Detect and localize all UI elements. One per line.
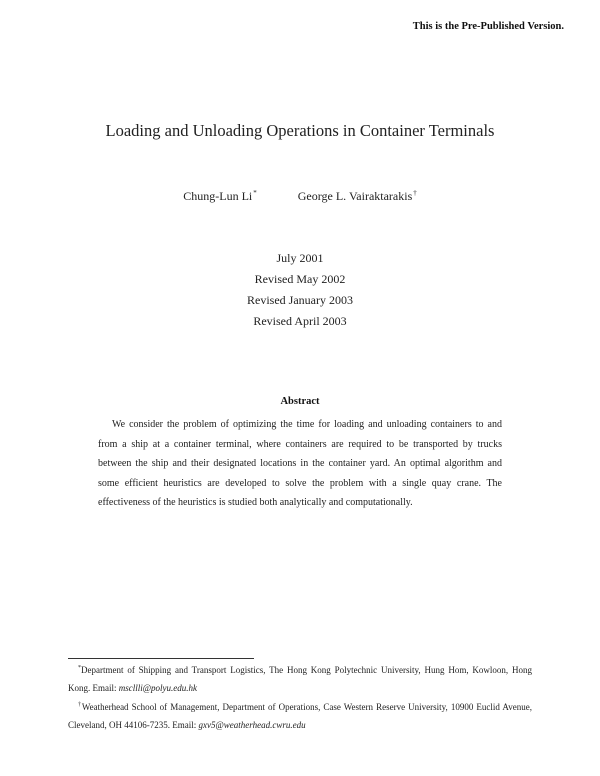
footnote-mark: † (78, 702, 82, 708)
pre-published-version-note: This is the Pre-Published Version. (412, 21, 564, 32)
email-link[interactable]: mscllli@polyu.edu.hk (118, 682, 198, 693)
footnote-divider (68, 658, 254, 659)
date-revision-3: Revised April 2003 (253, 314, 347, 328)
abstract-paragraph: We consider the problem of optimizing the time for loading and unloading containers to and from a ship at a container terminal, where containers are required to be transported by trucks between the ship and their designated locations in the container yard. An optimal algorithm and some efficient heuristics are developed to solve the problem with a single quay crane. The effectiveness of the heuristics is studied both analytically and computationally. (98, 419, 502, 508)
abstract-heading: Abstract (280, 396, 320, 407)
footnote-affiliation-li (68, 660, 532, 697)
author-affiliation-mark: * (253, 189, 257, 197)
footnote-affiliation-vairaktarakis (68, 697, 532, 734)
author-name: Chung-Lun Li (183, 189, 253, 203)
revision-dates (0, 248, 600, 332)
date-revision-2: Revised January 2003 (247, 293, 353, 307)
footnotes (68, 660, 532, 734)
author-name: George L. Vairaktarakis (297, 189, 413, 203)
date-revision-1: Revised May 2002 (254, 272, 346, 286)
author-li (183, 189, 257, 204)
footnote-mark: * (78, 665, 81, 671)
author-affiliation-mark: † (413, 189, 417, 197)
email-link[interactable]: gxv5@weatherhead.cwru.edu (198, 719, 306, 730)
abstract-body (98, 415, 502, 513)
footnote-text: Department of Shipping and Transport Logistics, The Hong Kong Polytechnic University, Hung Hom, Kowloon, Hong Kong. Email: (68, 665, 532, 693)
author-list (0, 189, 600, 204)
date-original: July 2001 (276, 251, 324, 265)
footnote-text: Weatherhead School of Management, Department of Operations, Case Western Reserve University, 10900 Euclid Avenue, Cleveland, OH 44106-7235. Email: (68, 702, 532, 730)
author-vairaktarakis (298, 189, 417, 204)
paper-title: Loading and Unloading Operations in Container Terminals (105, 121, 495, 140)
